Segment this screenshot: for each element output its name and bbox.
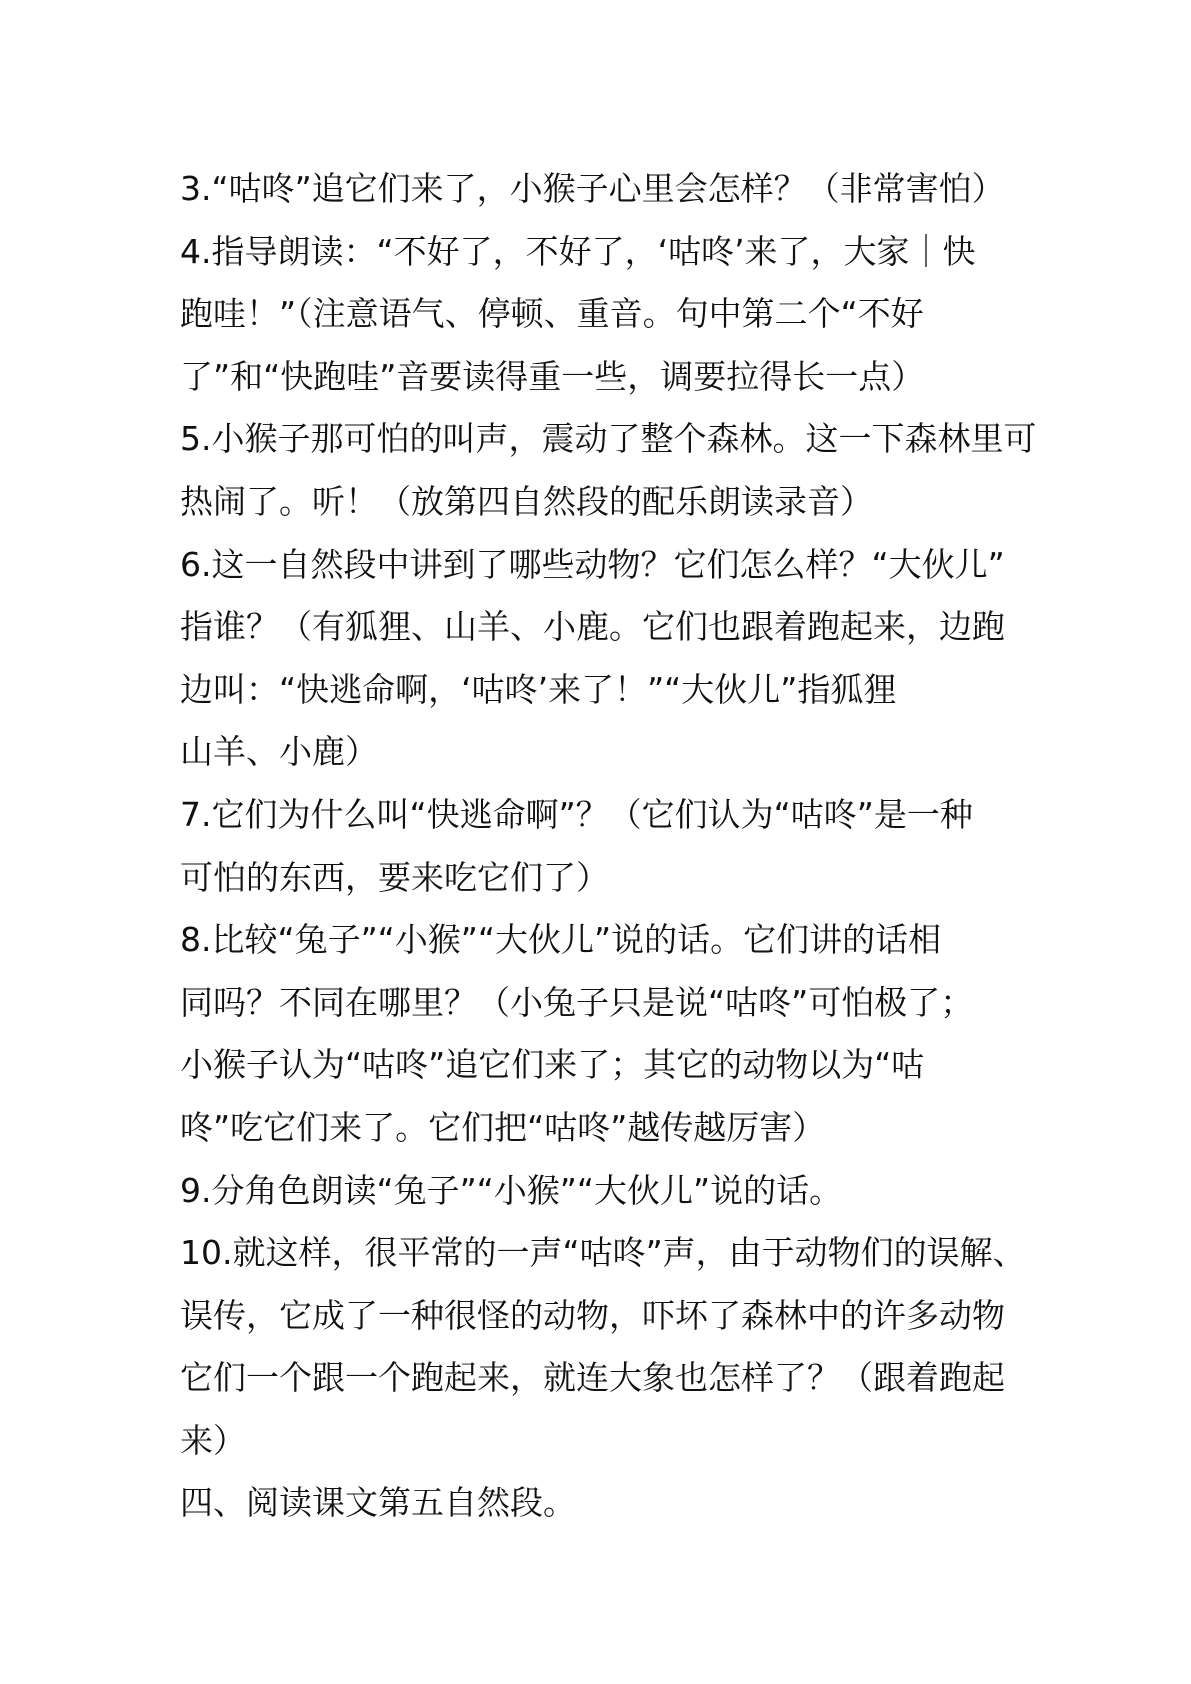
text-line: 同吗？不同在哪里？（小兔子只是说“咕咚”可怕极了；: [180, 982, 974, 1022]
text-line: 8.比较“兔子”“小猴”“大伙儿”说的话。它们讲的话相: [180, 920, 942, 960]
text-line: 咚”吃它们来了。它们把“咕咚”越传越厉害）: [180, 1107, 826, 1147]
text-line: 误传，它成了一种很怪的动物，吓坏了森林中的许多动物: [180, 1295, 1005, 1335]
text-line: 6.这一自然段中讲到了哪些动物？它们怎么样？“大伙儿”: [180, 544, 1005, 584]
text-line: 小猴子认为“咕咚”追它们来了；其它的动物以为“咕: [180, 1045, 925, 1085]
text-line: 9.分角色朗读“兔子”“小猴”“大伙儿”说的话。: [180, 1170, 843, 1210]
text-line: 指谁？（有狐狸、山羊、小鹿。它们也跟着跑起来，边跑: [180, 607, 1005, 647]
text-line: 7.它们为什么叫“快逃命啊”？（它们认为“咕咚”是一种: [180, 794, 973, 834]
text-line: 来）: [180, 1420, 246, 1460]
text-line: 它们一个跟一个跑起来，就连大象也怎样了？（跟着跑起: [180, 1358, 1005, 1398]
document-body: [180, 158, 1080, 1535]
text-line: 可怕的东西，要来吃它们了）: [180, 857, 609, 897]
text-line: 4.指导朗读：“不好了，不好了，‘咕咚’来了，大家｜快: [180, 231, 976, 271]
text-line: 10.就这样，很平常的一声“咕咚”声，由于动物们的误解、: [180, 1233, 1026, 1273]
text-line: 了”和“快跑哇”音要读得重一些，调要拉得长一点）: [180, 356, 925, 396]
text-line: 跑哇！”（注意语气、停顿、重音。句中第二个“不好: [180, 294, 924, 334]
text-line: 5.小猴子那可怕的叫声，震动了整个森林。这一下森林里可: [180, 419, 1037, 459]
text-line: 山羊、小鹿）: [180, 732, 378, 772]
section-heading: 四、阅读课文第五自然段。: [180, 1483, 576, 1523]
text-line: 边叫：“快逃命啊，‘咕咚’来了！”“大伙儿”指狐狸: [180, 669, 897, 709]
text-line: 3.“咕咚”追它们来了，小猴子心里会怎样？（非常害怕）: [180, 169, 1005, 208]
text-line: 热闹了。听！（放第四自然段的配乐朗读录音）: [180, 481, 873, 521]
